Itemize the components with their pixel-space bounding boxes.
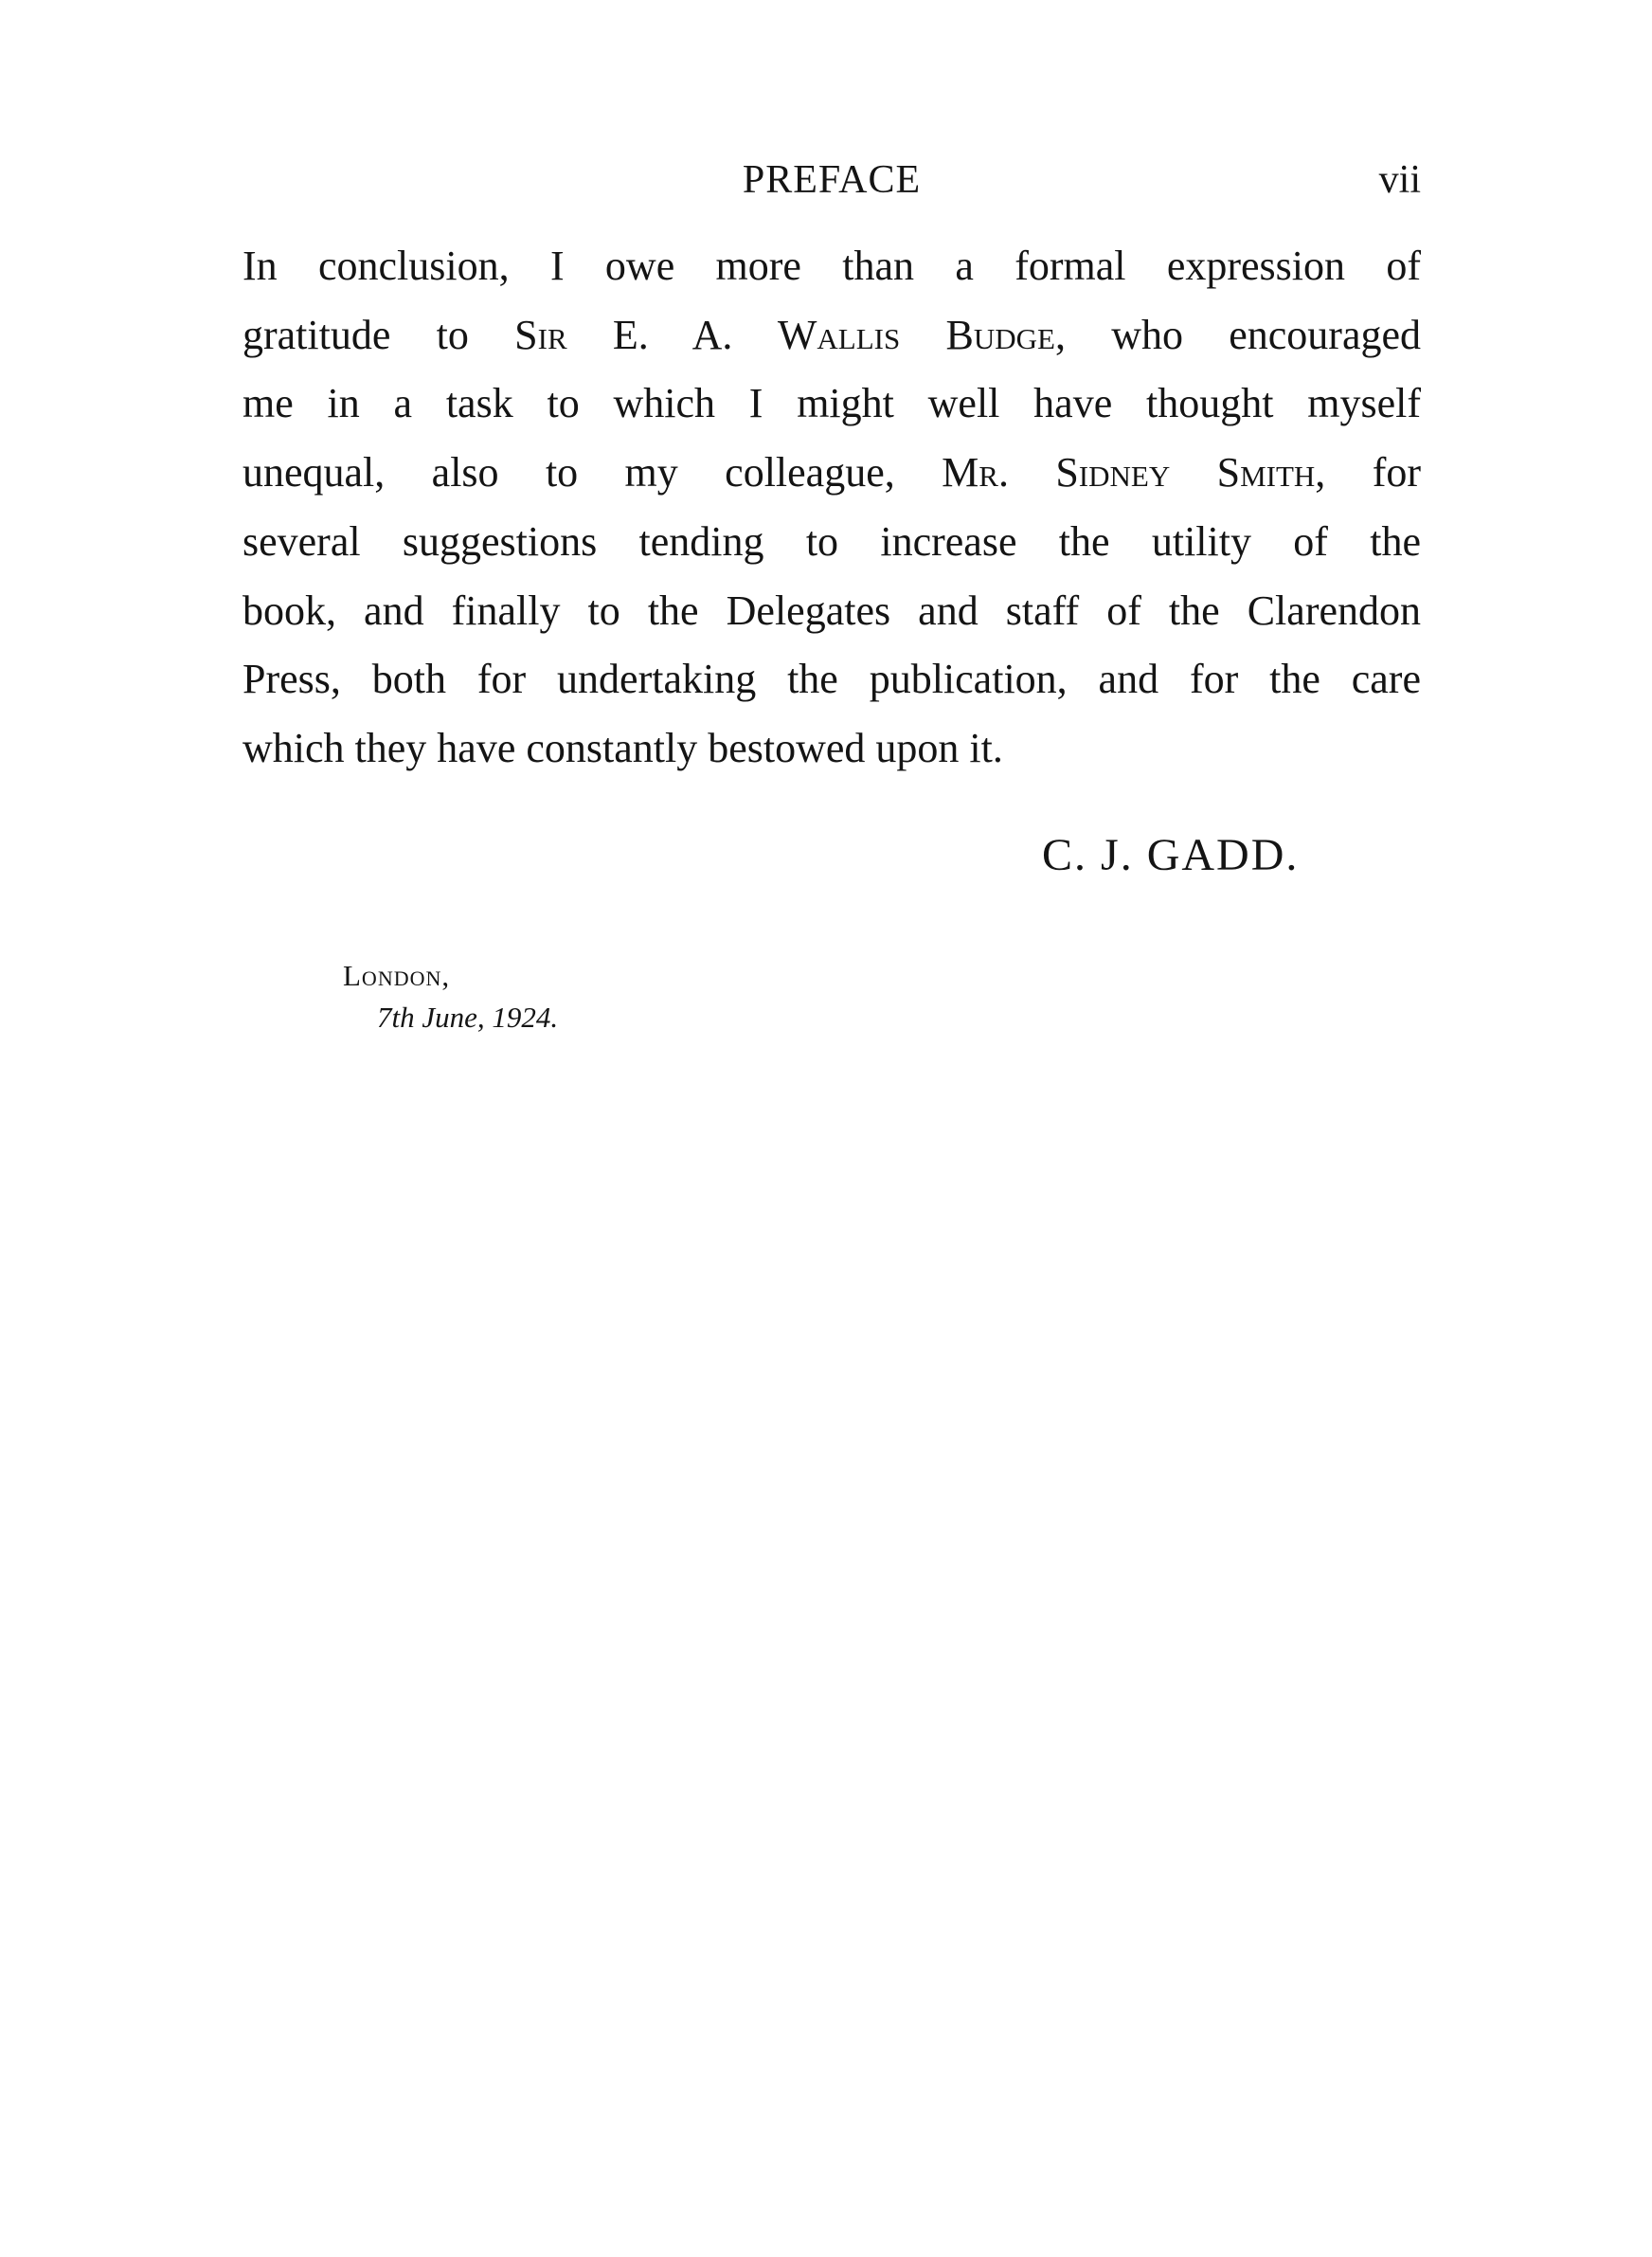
text-run: book, and finally to the Delegates and staff of the Clarendon <box>242 587 1421 634</box>
paragraph-line <box>242 370 1421 439</box>
text-run: which they have constantly bestowed upon it. <box>242 724 1003 771</box>
paragraph-line <box>242 232 1421 301</box>
text-run: unequal, also to my colleague, <box>242 449 943 497</box>
text-run: me in a task to which I might well have thought myself <box>242 380 1421 427</box>
author-signature: C. J. GADD. <box>1042 830 1300 880</box>
running-head <box>242 152 1421 208</box>
running-title: PREFACE <box>742 158 922 202</box>
person-name: Mr. Sidney Smith <box>942 449 1316 497</box>
dateline-date: 7th June, 1924. <box>377 1001 559 1034</box>
paragraph-line <box>242 301 1421 370</box>
text-run: gratitude to <box>242 311 515 358</box>
text-run: , who encouraged <box>1054 311 1422 358</box>
page-number: vii <box>1378 158 1421 202</box>
paragraph-line <box>242 577 1421 646</box>
paragraph-line <box>242 645 1421 714</box>
paragraph-line <box>242 439 1421 508</box>
text-run: several suggestions tending to increase the utility of the <box>242 517 1421 565</box>
preface-paragraph <box>242 232 1421 784</box>
paragraph-line <box>242 714 1421 784</box>
dateline <box>343 955 558 1038</box>
paragraph-line <box>242 508 1421 577</box>
dateline-place: London, <box>343 959 451 992</box>
text-run: Press, both for undertaking the publication, and for the care <box>242 656 1421 703</box>
text-run: In conclusion, I owe more than a formal expression of <box>242 243 1421 289</box>
text-run: , for <box>1315 449 1421 497</box>
person-name: Sir E. A. Wallis Budge <box>514 311 1055 358</box>
